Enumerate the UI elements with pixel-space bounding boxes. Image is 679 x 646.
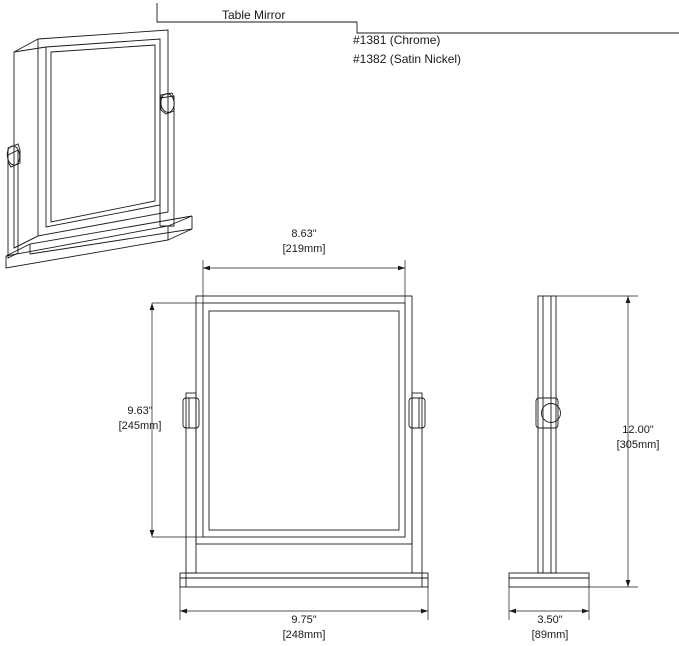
dimension-front-width-bottom-inches: 9.75" <box>291 614 317 626</box>
dimension-front-width-top-inches: 8.63" <box>291 228 317 240</box>
model-code-chrome: #1381 (Chrome) <box>353 33 441 47</box>
dimension-front-width-top-mm: [219mm] <box>282 243 326 255</box>
dimension-side-width-inches: 3.50" <box>537 614 563 626</box>
dimension-side-height-inches: 12.00" <box>622 424 654 436</box>
side-view-geometry <box>509 296 589 587</box>
isometric-view-geometry <box>6 30 192 268</box>
dimension-front-height-inches: 9.63" <box>127 405 153 417</box>
dimension-side-width-mm: [89mm] <box>531 629 569 641</box>
dimension-lines <box>150 260 638 620</box>
model-code-satin-nickel: #1382 (Satin Nickel) <box>353 52 462 66</box>
dimension-front-height-mm: [245mm] <box>118 420 162 432</box>
dimension-side-height-mm: [305mm] <box>616 439 660 451</box>
dimension-front-width-bottom-mm: [248mm] <box>282 629 326 641</box>
drawing-title: Table Mirror <box>222 8 286 22</box>
front-view-geometry <box>180 296 428 587</box>
